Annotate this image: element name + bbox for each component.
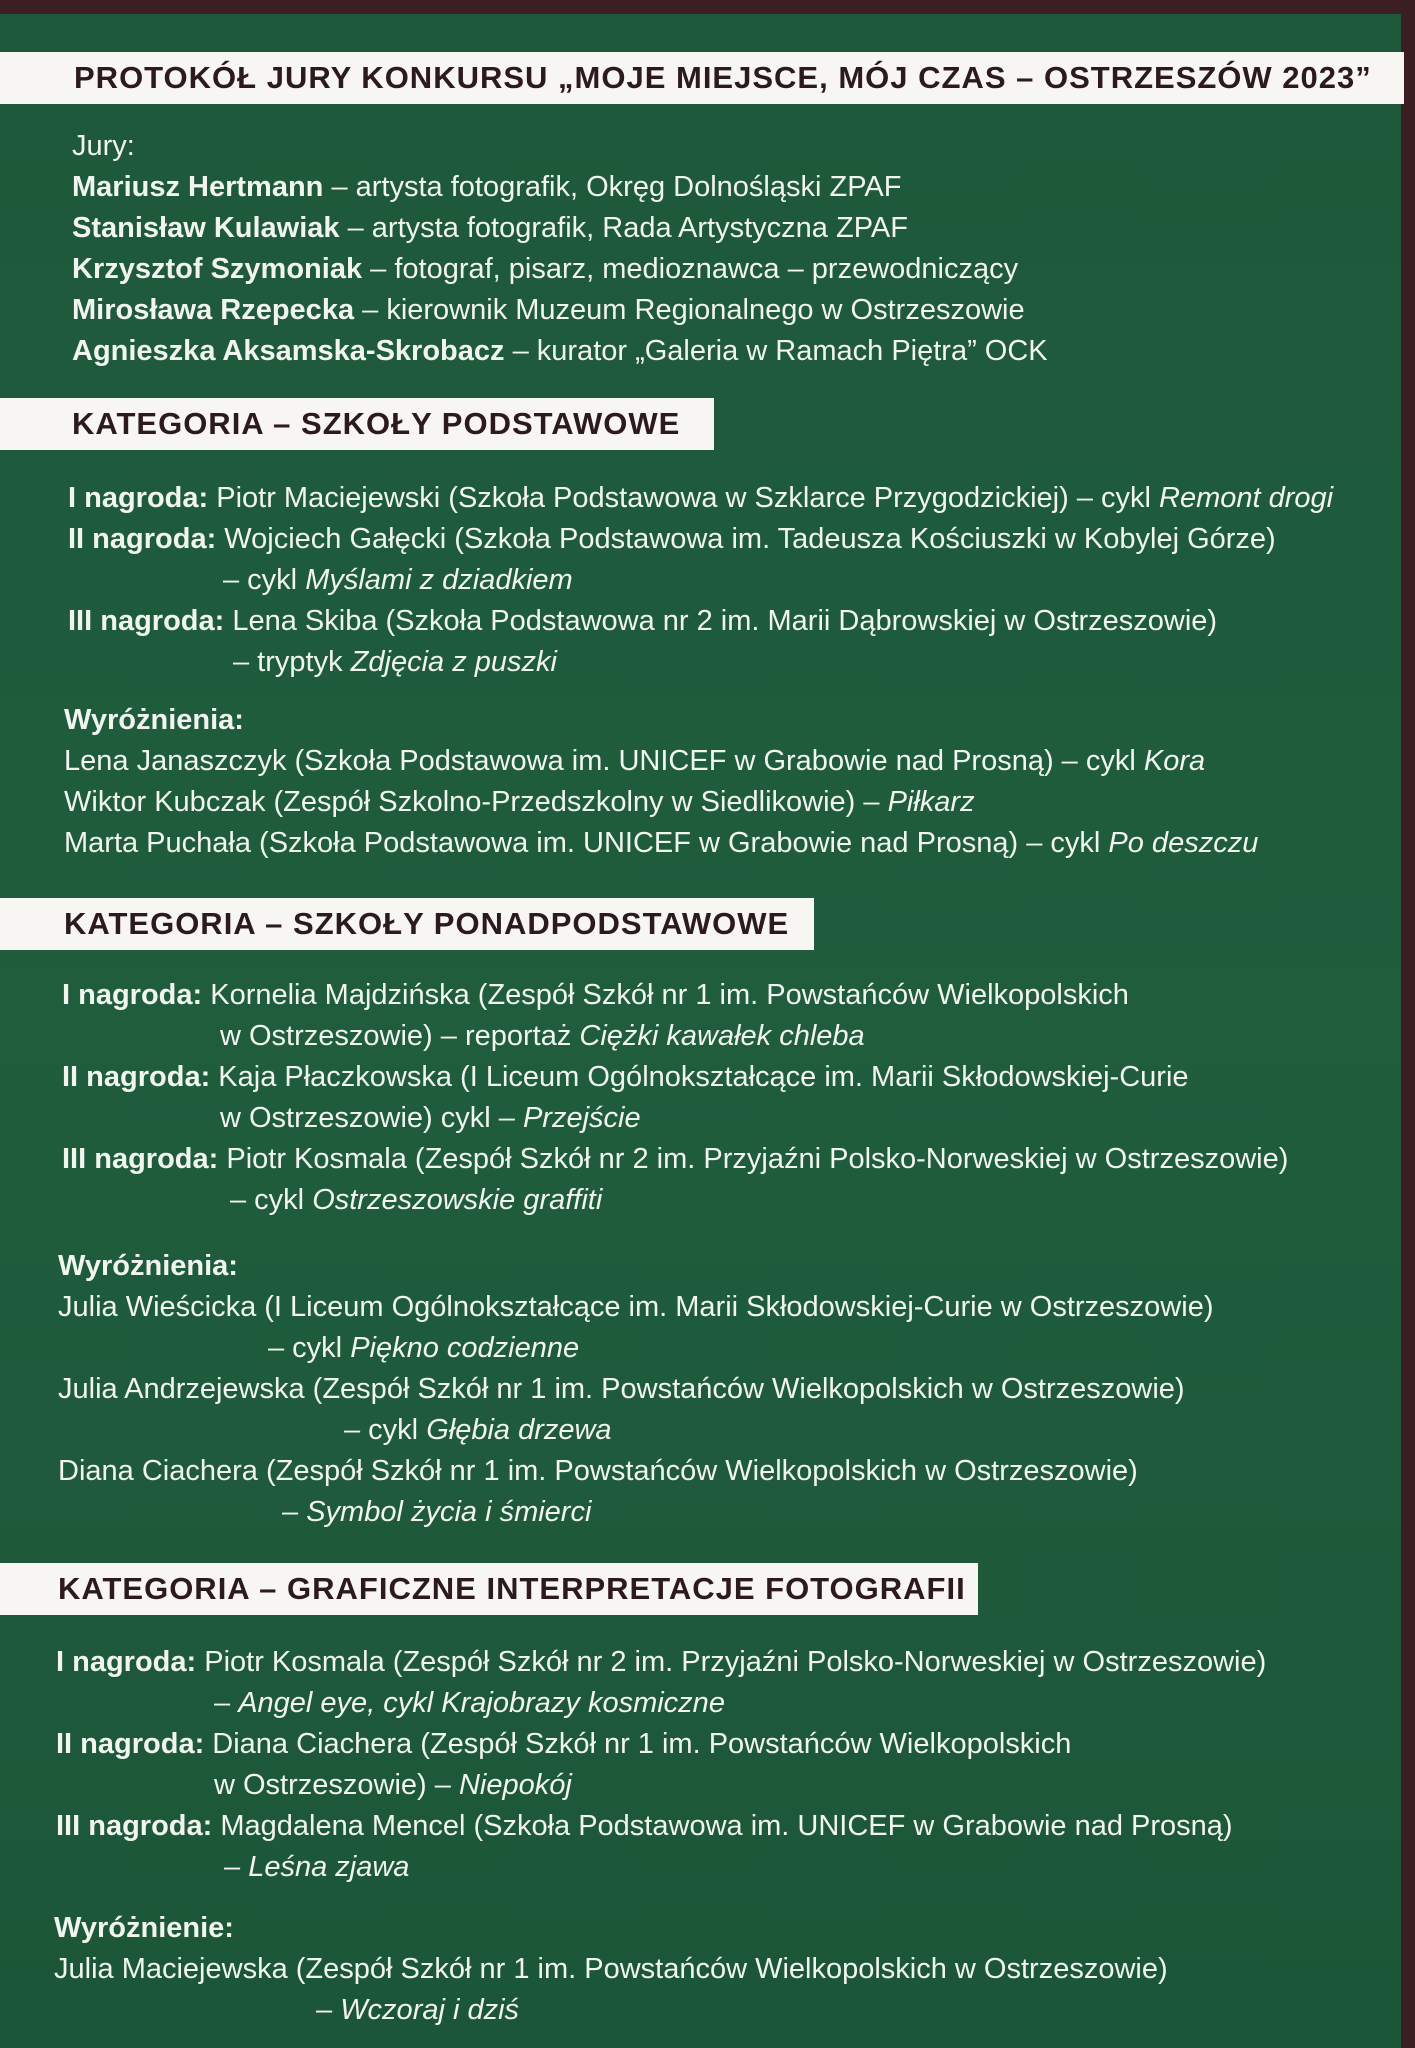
document-title: PROTOKÓŁ JURY KONKURSU „MOJE MIEJSCE, MÓJ CZAS – OSTRZESZÓW 2023”	[74, 60, 1372, 95]
honorable-heading: Wyróżnienie:	[54, 1912, 234, 1944]
jury-member: Stanisław Kulawiak – artysta fotografik, Rada Artystyczna ZPAF	[72, 212, 908, 244]
award-second: II nagroda: Wojciech Gałęcki (Szkoła Podstawowa im. Tadeusza Kościuszki w Kobylej Górze)	[68, 523, 1276, 555]
honorable-heading: Wyróżnienia:	[58, 1250, 238, 1282]
category-banner-primary	[0, 398, 714, 450]
honorable-item-cont: – cykl Głębia drzewa	[344, 1414, 612, 1446]
award-first: I nagroda: Piotr Maciejewski (Szkoła Podstawowa w Szklarce Przygodzickiej) – cykl Remont drogi	[68, 482, 1334, 514]
category-banner-graphic	[0, 1563, 978, 1615]
honorable-item-cont: – Symbol życia i śmierci	[282, 1496, 592, 1528]
document-title-banner	[0, 52, 1404, 104]
award-second-cont: w Ostrzeszowie) – Niepokój	[214, 1769, 572, 1801]
jury-section	[72, 126, 1372, 372]
award-second: II nagroda: Kaja Płaczkowska (I Liceum Ogólnokształcące im. Marii Skłodowskiej-Curie	[62, 1061, 1189, 1093]
award-first-cont: w Ostrzeszowie) – reportaż Ciężki kawałek chleba	[220, 1020, 865, 1052]
category-graphic-honorable	[54, 1908, 1369, 2031]
jury-member: Mariusz Hertmann – artysta fotografik, Okręg Dolnośląski ZPAF	[72, 171, 902, 203]
award-third-cont: – tryptyk Zdjęcia z puszki	[233, 646, 557, 678]
honorable-item: Marta Puchała (Szkoła Podstawowa im. UNICEF w Grabowie nad Prosną) – cykl Po deszczu	[64, 827, 1259, 859]
award-second-cont: w Ostrzeszowie) cykl – Przejście	[220, 1102, 641, 1134]
award-second: II nagroda: Diana Ciachera (Zespół Szkół nr 1 im. Powstańców Wielkopolskich	[56, 1728, 1072, 1760]
honorable-heading: Wyróżnienia:	[64, 704, 244, 736]
honorable-item-cont: – cykl Piękno codzienne	[268, 1332, 580, 1364]
category-primary-honorable	[64, 700, 1374, 864]
award-second-cont: – cykl Myślami z dziadkiem	[223, 564, 573, 596]
honorable-item: Julia Maciejewska (Zespół Szkół nr 1 im. Powstańców Wielkopolskich w Ostrzeszowie)	[54, 1953, 1168, 1985]
award-third-cont: – cykl Ostrzeszowskie graffiti	[230, 1184, 603, 1216]
award-first: I nagroda: Kornelia Majdzińska (Zespół Szkół nr 1 im. Powstańców Wielkopolskich	[62, 979, 1129, 1011]
category-title: KATEGORIA – SZKOŁY PODSTAWOWE	[72, 406, 681, 441]
category-graphic-awards	[56, 1642, 1371, 1888]
award-third: III nagroda: Lena Skiba (Szkoła Podstawowa nr 2 im. Marii Dąbrowskiej w Ostrzeszowie)	[68, 605, 1218, 637]
category-title: KATEGORIA – GRAFICZNE INTERPRETACJE FOTOGRAFII	[58, 1571, 966, 1606]
award-first: I nagroda: Piotr Kosmala (Zespół Szkół nr 2 im. Przyjaźni Polsko-Norweskiej w Ostrzeszowie)	[56, 1646, 1267, 1678]
award-first-cont: – Angel eye, cykl Krajobrazy kosmiczne	[214, 1687, 725, 1719]
award-third: III nagroda: Magdalena Mencel (Szkoła Podstawowa im. UNICEF w Grabowie nad Prosną)	[56, 1810, 1233, 1842]
category-secondary-awards	[62, 975, 1372, 1221]
honorable-item: Diana Ciachera (Zespół Szkół nr 1 im. Powstańców Wielkopolskich w Ostrzeszowie)	[58, 1455, 1138, 1487]
jury-member: Mirosława Rzepecka – kierownik Muzeum Regionalnego w Ostrzeszowie	[72, 294, 1025, 326]
jury-heading: Jury:	[72, 130, 135, 162]
category-secondary-honorable	[58, 1246, 1373, 1533]
honorable-item-cont: – Wczoraj i dziś	[316, 1994, 520, 2026]
honorable-item: Julia Wieścicka (I Liceum Ogólnokształcące im. Marii Skłodowskiej-Curie w Ostrzeszowie)	[58, 1291, 1214, 1323]
category-primary-awards	[68, 478, 1378, 683]
jury-member: Agnieszka Aksamska-Skrobacz – kurator „Galeria w Ramach Piętra” OCK	[72, 335, 1048, 367]
honorable-item: Julia Andrzejewska (Zespół Szkół nr 1 im. Powstańców Wielkopolskich w Ostrzeszowie)	[58, 1373, 1185, 1405]
category-banner-secondary	[0, 898, 814, 950]
honorable-item: Wiktor Kubczak (Zespół Szkolno-Przedszkolny w Siedlikowie) – Piłkarz	[64, 786, 975, 818]
jury-member: Krzysztof Szymoniak – fotograf, pisarz, medioznawca – przewodniczący	[72, 253, 1019, 285]
category-title: KATEGORIA – SZKOŁY PONADPODSTAWOWE	[64, 906, 790, 941]
page-edge-top	[0, 0, 1415, 14]
page-edge-right	[1401, 0, 1415, 2048]
award-third-cont: – Leśna zjawa	[224, 1851, 410, 1883]
award-third: III nagroda: Piotr Kosmala (Zespół Szkół nr 2 im. Przyjaźni Polsko-Norweskiej w Ostrzeszowie)	[62, 1143, 1289, 1175]
honorable-item: Lena Janaszczyk (Szkoła Podstawowa im. UNICEF w Grabowie nad Prosną) – cykl Kora	[64, 745, 1206, 777]
